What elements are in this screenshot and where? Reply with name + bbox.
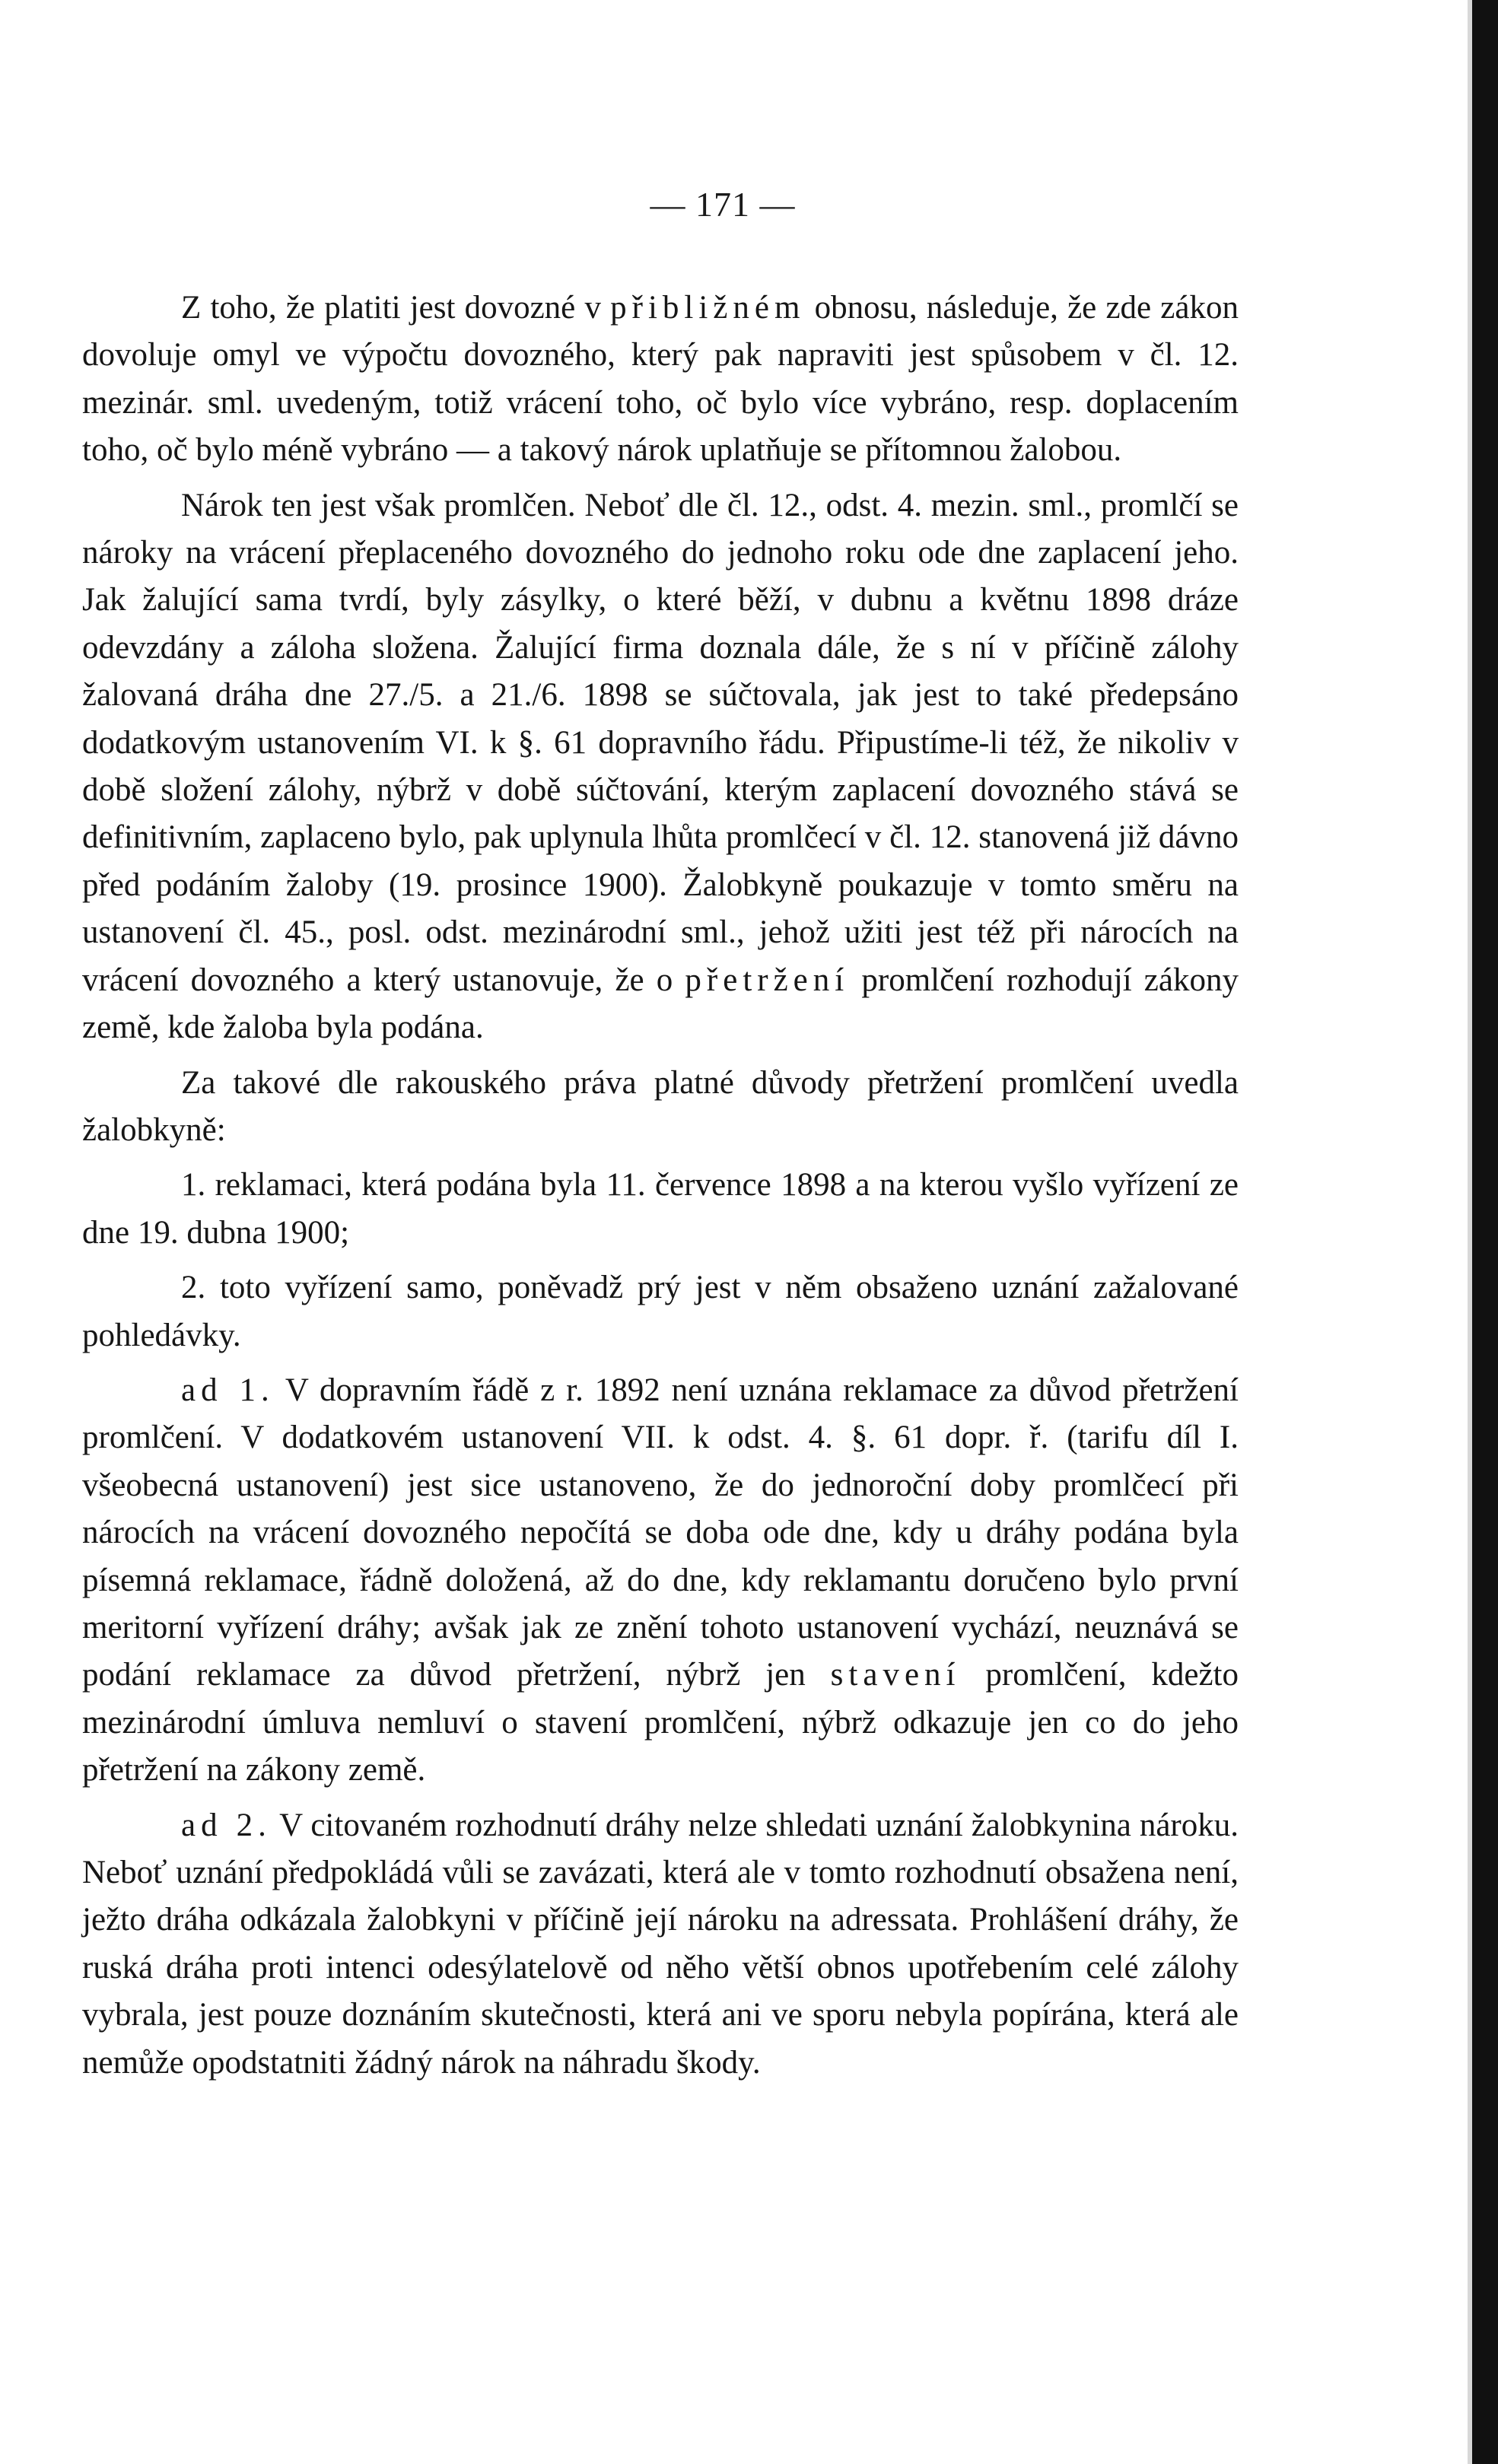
page-edge <box>1472 0 1498 2464</box>
paragraph-2: Nárok ten jest však promlčen. Neboť dle čl. 12., odst. 4. mezin. sml., promlčí se nároky na vrácení přeplaceného dovozného do jednoho roku ode dne zaplacení jeho. Jak žalující sama tvrdí, byly zásylky, o které běží, v dubnu a květnu 1898 dráze odevzdány a záloha složena. Žalující firma doznala dále, že s ní v příčině zálohy žalovaná dráha dne 27./5. a 21./6. 1898 se súčtovala, jak jest to také předepsáno dodatkovým ustanovením VI. k §. 61 dopravního řádu. Připustíme-li též, že nikoliv v době složení zálohy, nýbrž v době súčtování, kterým zaplacení dovozného stává se definitivním, zaplaceno bylo, pak uplynula lhůta promlčecí v čl. 12. stanovená již dávno před podáním žaloby (19. prosince 1900). Žalobkyně poukazuje v tomto směru na ustanovení čl. 45., posl. odst. mezinárodní sml., jehož užiti jest též při nárocích na vrácení dovozného a který ustanovuje, že o přetržení promlčení rozhodují zákony země, kde žaloba byla podána. <box>82 487 1239 1046</box>
page-number: — 171 — <box>650 185 796 224</box>
emphasis-spaced: stavení <box>830 1657 961 1693</box>
body-text <box>82 285 1239 2087</box>
paragraph-ad-2: ad 2. V citovaném rozhodnutí dráhy nelze shledati uznání žalobkynina nároku. Neboť uznání předpokládá vůli se zavázati, která ale v tomto rozhodnutí obsažena není, ježto dráha odkázala žalobkyni v příčině její nároku na adressata. Prohlášení dráhy, že ruská dráha proti intenci odesýlatelově od něho větší obnos upotřebením celé zálohy vybrala, jest pouze doznáním skutečnosti, která ani ve sporu nebyla popírána, která ale nemůže opodstatniti žádný nárok na náhradu škody. <box>82 1807 1239 2081</box>
emphasis-spaced: ad 2. <box>181 1807 272 1843</box>
paragraph-1: Z toho, že platiti jest dovozné v přibližném obnosu, následuje, že zde zákon dovoluje omyl ve výpočtu dovozného, který pak napraviti jest spůsobem v čl. 12. mezinár. sml. uvedeným, totiž vrácení toho, oč bylo více vybráno, resp. doplacením toho, oč bylo méně vybráno — a takový nárok uplatňuje se přítomnou žalobou. <box>82 290 1239 469</box>
paragraph-3: Za takové dle rakouského práva platné důvody přetržení promlčení uvedla žalobkyně: <box>82 1064 1239 1148</box>
list-item-2: 2. toto vyřízení samo, poněvadž prý jest v něm obsaženo uznání zažalované pohledávky. <box>82 1270 1239 1353</box>
emphasis-spaced: přetržení <box>685 962 850 998</box>
list-item-1: 1. reklamaci, která podána byla 11. července 1898 a na kterou vyšlo vyřízení ze dne 19. dubna 1900; <box>82 1167 1239 1251</box>
emphasis-spaced: ad 1. <box>181 1372 275 1408</box>
paragraph-ad-1: ad 1. V dopravním řádě z r. 1892 není uznána reklamace za důvod přetržení promlčení. V dodatkovém ustanovení VII. k odst. 4. §. 61 dopr. ř. (tarifu díl I. všeobecná ustanovení) jest sice ustanoveno, že do jednoroční doby promlčecí při nárocích na vrácení dovozného nepočítá se doba ode dne, kdy u dráhy podána byla písemná reklamace, řádně doložená, až do dne, kdy reklamantu doručeno bylo první meritorní vyřízení dráhy; avšak jak ze znění tohoto ustanovení vychází, neuznává se podání reklamace za důvod přetržení, nýbrž jen stavení promlčení, kdežto mezinárodní úmluva nemluví o stavení promlčení, nýbrž odkazuje jen co do jeho přetržení na zákony země. <box>82 1372 1239 1788</box>
emphasis-spaced: přibližném <box>610 290 806 326</box>
